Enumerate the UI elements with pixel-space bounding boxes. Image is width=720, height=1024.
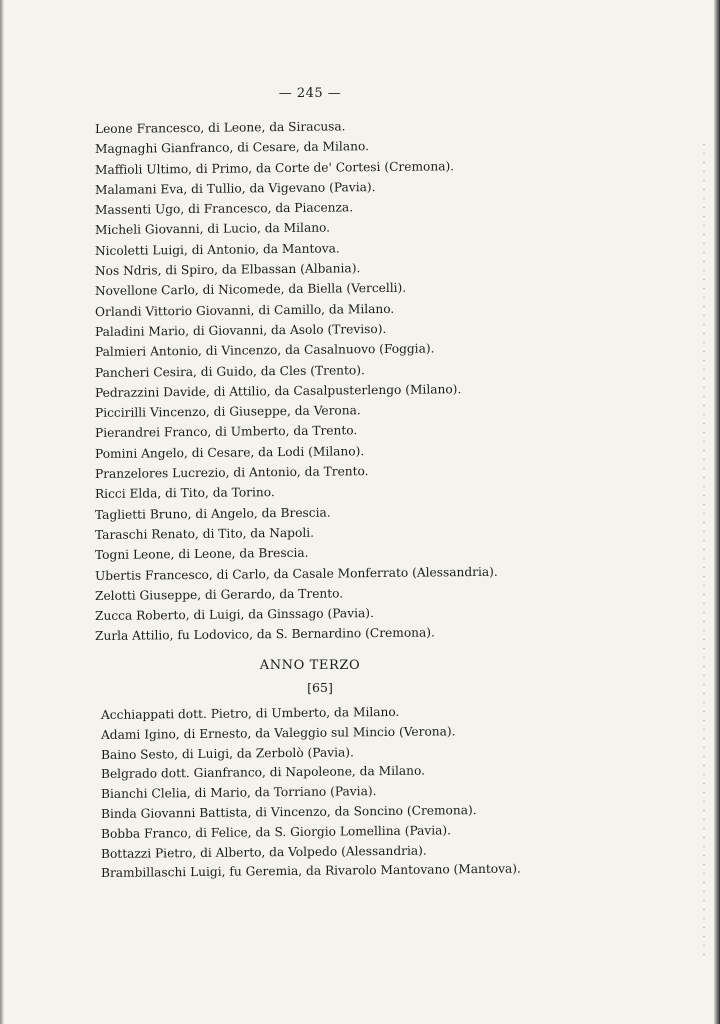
- student-list-first: [95, 119, 498, 647]
- list-entry: Belgrado dott. Gianfranco, di Napoleone, da Milano.: [101, 763, 425, 782]
- page-right-edge: [714, 0, 720, 1024]
- section-count: [65]: [307, 680, 333, 695]
- list-entry: Binda Giovanni Battista, di Vincenzo, da Soncino (Cremona).: [101, 803, 477, 821]
- margin-speckle: [702, 140, 706, 960]
- list-entry: Pomini Angelo, di Cesare, da Lodi (Milano).: [95, 443, 365, 461]
- list-entry: Ubertis Francesco, di Carlo, da Casale Monferrato (Alessandria).: [95, 564, 498, 583]
- list-entry: Pranzelores Lucrezio, di Antonio, da Trento.: [95, 464, 369, 482]
- list-entry: Piccirilli Vincenzo, di Giuseppe, da Verona.: [95, 403, 361, 421]
- list-entry: Novellone Carlo, di Nicomede, da Biella (Vercelli).: [95, 281, 407, 299]
- list-entry: Bottazzi Pietro, di Alberto, da Volpedo (Alessandria).: [101, 843, 427, 861]
- list-entry: Brambillaschi Luigi, fu Geremia, da Rivarolo Mantovano (Mantova).: [101, 861, 521, 881]
- list-entry: Zelotti Giuseppe, di Gerardo, da Trento.: [95, 586, 344, 603]
- list-entry: Togni Leone, di Leone, da Brescia.: [95, 545, 309, 563]
- list-entry: Nos Ndris, di Spiro, da Elbassan (Albania).: [95, 261, 361, 279]
- list-entry: Adami Igino, di Ernesto, da Valeggio sul Mincio (Verona).: [101, 724, 456, 742]
- page-left-edge: [0, 0, 4, 1024]
- list-entry: Paladini Mario, di Giovanni, da Asolo (Treviso).: [95, 321, 387, 339]
- list-entry: Maffioli Ultimo, di Primo, da Corte de' Cortesi (Cremona).: [95, 158, 455, 177]
- student-list-second: [101, 706, 521, 884]
- list-entry: Baino Sesto, di Luigi, da Zerbolò (Pavia).: [101, 744, 354, 762]
- list-entry: Pedrazzini Davide, di Attilio, da Casalpusterlengo (Milano).: [95, 382, 462, 400]
- list-entry: Nicoletti Luigi, di Antonio, da Mantova.: [95, 241, 340, 258]
- list-entry: Zucca Roberto, di Luigi, da Ginssago (Pavia).: [95, 606, 374, 624]
- list-entry: Orlandi Vittorio Giovanni, di Camillo, da Milano.: [95, 301, 395, 319]
- list-entry: Bianchi Clelia, di Mario, da Torriano (Pavia).: [101, 784, 377, 802]
- list-entry: Pierandrei Franco, di Umberto, da Trento.: [95, 423, 358, 441]
- section-title: ANNO TERZO: [259, 658, 361, 673]
- list-entry: Leone Francesco, di Leone, da Siracusa.: [95, 119, 346, 136]
- list-entry: Taglietti Bruno, di Angelo, da Brescia.: [95, 505, 331, 522]
- list-entry: Pancheri Cesira, di Guido, da Cles (Trento).: [95, 362, 365, 380]
- list-entry: Acchiappati dott. Pietro, di Umberto, da Milano.: [101, 704, 400, 722]
- page-number: — 245 —: [278, 86, 342, 101]
- list-entry: Massenti Ugo, di Francesco, da Piacenza.: [95, 200, 354, 218]
- list-entry: Taraschi Renato, di Tito, da Napoli.: [95, 525, 314, 542]
- list-entry: Magnaghi Gianfranco, di Cesare, da Milano.: [95, 139, 369, 157]
- list-entry: Palmieri Antonio, di Vincenzo, da Casalnuovo (Foggia).: [95, 341, 435, 360]
- list-entry: Zurla Attilio, fu Lodovico, da S. Bernardino (Cremona).: [95, 625, 435, 644]
- list-entry: Bobba Franco, di Felice, da S. Giorgio Lomellina (Pavia).: [101, 823, 452, 841]
- list-entry: Micheli Giovanni, di Lucio, da Milano.: [95, 221, 331, 238]
- list-entry: Malamani Eva, di Tullio, da Vigevano (Pavia).: [95, 179, 376, 197]
- list-entry: Ricci Elda, di Tito, da Torino.: [95, 485, 275, 502]
